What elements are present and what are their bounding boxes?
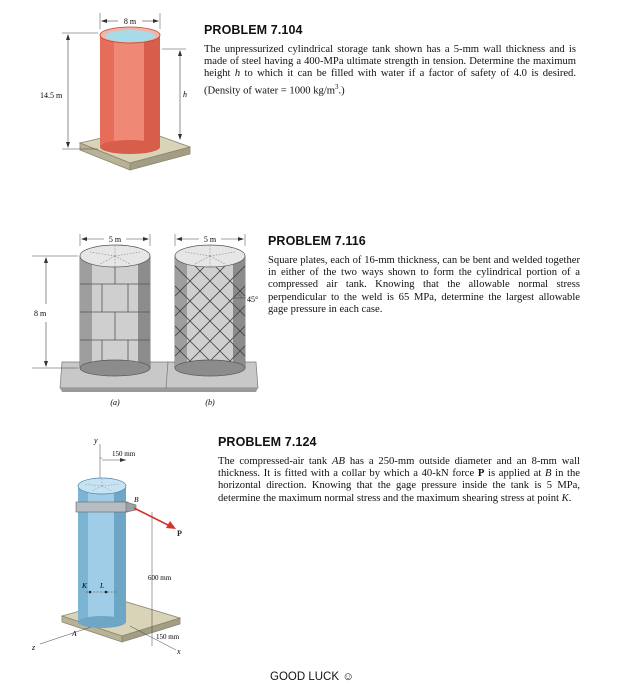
compressed-air-tank-figure [30, 430, 210, 660]
height-600-label: 600 mm [148, 574, 172, 582]
fill-height-label: h [183, 90, 187, 99]
y-axis-label: y [94, 436, 98, 445]
problem-7-104-title: PROBLEM 7.104 [204, 23, 303, 37]
air-tank-figures [20, 220, 265, 410]
force-p-label: P [177, 529, 182, 538]
z-axis-label: z [32, 643, 36, 652]
point-l-label: L [100, 581, 105, 590]
good-luck-text: GOOD LUCK ☺ [270, 671, 354, 683]
radius-label: 150 mm [112, 450, 136, 458]
angle-label: 45° [247, 295, 259, 304]
point-b-label: B [134, 495, 139, 504]
storage-tank-figure [40, 5, 200, 180]
height-label: 14.5 m [40, 91, 63, 100]
problem-7-116-text: Square plates, each of 16-mm thickness, can be bent and welded together in either of the two ways shown to form the cylindrical portion of a compressed air tank. Knowing that the allowable normal stress perpendicular to the weld is 65 MPa, determine the largest allowable gage pressure in each case. [268, 255, 580, 315]
problem-7-124-title: PROBLEM 7.124 [218, 435, 317, 449]
base-150-label: 150 mm [156, 633, 180, 641]
problem-7-124-text: The compressed-air tank AB has a 250-mm outside diameter and an 8-mm wall thickness. It is fitted with a collar by which a 40-kN force P is applied at B in the horizontal direction. Knowing that the gage pressure inside the tank is 5 MPa, determine the maximum normal stress and the maximum shearing stress at point K. [218, 456, 581, 504]
problem-7-104-text: The unpressurized cylindrical storage tank shown has a 5-mm wall thickness and is made of steel having a 400-MPa ultimate strength in tension. Determine the maximum height h to which it can be filled with water if a factor of safety of 4.0 is desired. (Density of water = 1000 $kg/m^3$.) [204, 44, 576, 97]
problem-7-116-title: PROBLEM 7.116 [268, 234, 366, 248]
point-k-label: K [82, 581, 88, 590]
diameter-b-label: 5 m [203, 235, 217, 244]
height-8m-label: 8 m [34, 309, 47, 318]
point-a-label: A [72, 629, 77, 638]
diameter-label: 8 m [123, 17, 137, 26]
x-axis-label: x [177, 647, 181, 656]
caption-b: (b) [205, 398, 215, 407]
caption-a: (a) [110, 398, 120, 407]
diameter-a-label: 5 m [108, 235, 122, 244]
